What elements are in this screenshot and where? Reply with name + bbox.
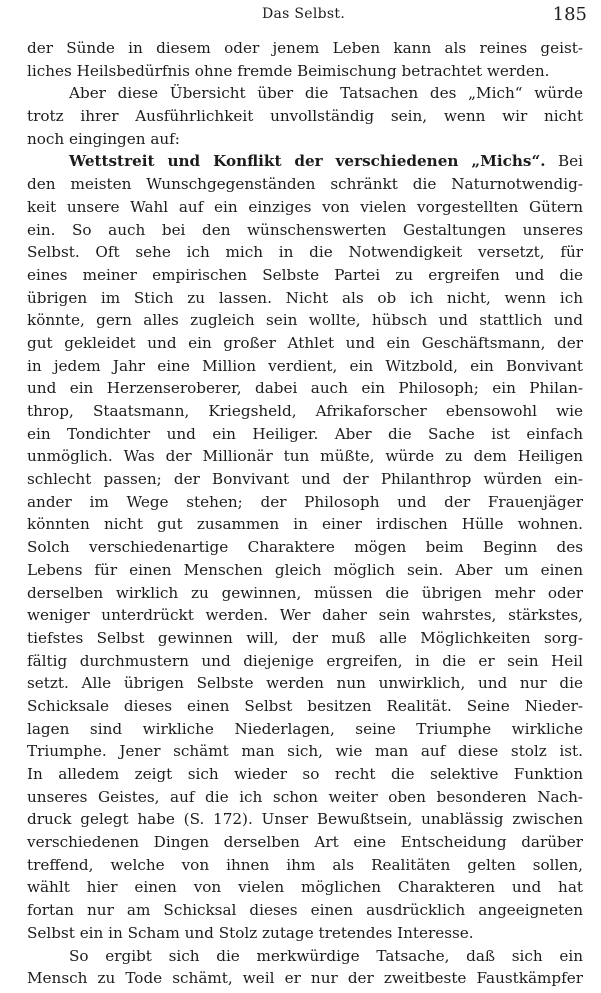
text-line	[27, 309, 583, 332]
text-line	[27, 400, 583, 423]
text-line	[27, 37, 583, 60]
running-title: Das Selbst.	[262, 6, 346, 22]
text-line	[27, 786, 583, 809]
line-text: ander im Wege stehen; der Philosoph und der Frauenjäger	[27, 492, 583, 511]
text-line	[27, 82, 583, 105]
text-line	[27, 513, 583, 536]
text-line	[27, 695, 583, 718]
line-text: der Sünde in diesem oder jenem Leben kann als reines geist-	[27, 39, 583, 57]
line-text: throp, Staatsmann, Kriegsheld, Afrikaforscher ebensowohl wie	[27, 402, 583, 420]
line-text: fältig durchmustern und diejenige ergreifen, in die er sein Heil	[27, 651, 583, 670]
text-line	[27, 264, 583, 287]
line-text: tiefstes Selbst gewinnen will, der muß alle Möglichkeiten sorg-	[27, 628, 583, 647]
text-line	[27, 60, 583, 83]
body-text	[27, 37, 583, 990]
line-text: noch eingingen auf:	[27, 129, 180, 148]
line-text: Lebens für einen Menschen gleich möglich sein. Aber um einen	[27, 560, 583, 579]
text-line	[27, 241, 583, 264]
line-text: den meisten Wunschgegenständen schränkt die Naturnotwendig-	[27, 175, 583, 194]
line-text: schlecht passen; der Bonvivant und der Philanthrop würden ein-	[27, 470, 583, 489]
line-text: weniger unterdrückt werden. Wer daher sein wahrstes, stärkstes,	[27, 606, 583, 625]
text-line	[27, 559, 583, 582]
text-line	[27, 650, 583, 673]
line-text: druck gelegt habe (S. 172). Unser Bewußtsein, unablässig zwischen	[27, 810, 583, 829]
text-line	[27, 468, 583, 491]
line-text: So ergibt sich die merkwürdige Tatsache, daß sich ein	[69, 946, 583, 965]
text-line	[27, 355, 583, 378]
line-text: In alledem zeigt sich wieder so recht die selektive Funktion	[27, 765, 583, 783]
text-line	[27, 445, 583, 468]
text-line	[27, 922, 583, 945]
text-line	[27, 604, 583, 627]
text-line	[27, 150, 583, 173]
line-text: fortan nur am Schicksal dieses einen ausdrücklich angeeigneten	[27, 901, 583, 920]
section-heading: Wettstreit und Konflikt der verschiedenen „Michs“.	[69, 152, 546, 171]
text-line	[27, 582, 583, 605]
line-text: Mensch zu Tode schämt, weil er nur der zweitbeste Faustkämpfer	[27, 969, 583, 988]
text-line	[27, 128, 583, 151]
line-text: Selbst ein in Scham und Stolz zutage tretendes Interesse.	[27, 923, 474, 942]
line-text: gut gekleidet und ein großer Athlet und ein Geschäftsmann, der	[27, 333, 583, 352]
text-line	[27, 219, 583, 242]
running-head	[0, 6, 601, 28]
line-text: Selbst. Oft sehe ich mich in die Notwendigkeit versetzt, für	[27, 243, 583, 262]
line-text: könnte, gern alles zugleich sein wollte, hübsch und stattlich und	[27, 311, 583, 330]
line-text: Aber diese Übersicht über die Tatsachen des „Mich“ würde	[69, 84, 583, 103]
text-line	[27, 854, 583, 877]
page-number: 185	[552, 4, 587, 25]
line-text: Schicksale dieses einen Selbst besitzen Realität. Seine Nieder-	[27, 696, 583, 715]
text-line	[27, 763, 583, 786]
text-line	[27, 876, 583, 899]
text-line	[27, 967, 583, 990]
text-line	[27, 831, 583, 854]
text-line	[27, 627, 583, 650]
text-line	[27, 718, 583, 741]
text-line	[27, 536, 583, 559]
line-text: setzt. Alle übrigen Selbste werden nun unwirklich, und nur die	[27, 674, 583, 693]
text-line	[27, 808, 583, 831]
text-line	[27, 899, 583, 922]
line-text: lagen sind wirkliche Niederlagen, seine Triumphe wirkliche	[27, 719, 583, 738]
line-text: verschiedenen Dingen derselben Art eine Entscheidung darüber	[27, 833, 583, 852]
line-text: eines meiner empirischen Selbste Partei zu ergreifen und die	[27, 265, 583, 284]
line-text: Solch verschiedenartige Charaktere mögen beim Beginn des	[27, 538, 583, 557]
line-text: könnten nicht gut zusammen in einer irdischen Hülle wohnen.	[27, 515, 583, 534]
text-line	[27, 377, 583, 400]
line-text: trotz ihrer Ausführlichkeit unvollständig sein, wenn wir nicht	[27, 107, 583, 126]
text-line	[27, 423, 583, 446]
line-text: und ein Herzenseroberer, dabei auch ein Philosoph; ein Philan-	[27, 379, 583, 398]
text-line	[27, 332, 583, 355]
text-line	[27, 196, 583, 219]
line-text: derselben wirklich zu gewinnen, müssen die übrigen mehr oder	[27, 583, 583, 602]
line-text: wählt hier einen von vielen möglichen Charakteren und hat	[27, 878, 583, 897]
line-text: keit unsere Wahl auf ein einziges von vielen vorgestellten Gütern	[27, 197, 583, 216]
text-line	[27, 173, 583, 196]
text-line	[27, 105, 583, 128]
line-text: Triumphe. Jener schämt man sich, wie man auf diese stolz ist.	[27, 742, 583, 761]
line-text: ein Tondichter und ein Heiliger. Aber die Sache ist einfach	[27, 424, 583, 443]
line-text: in jedem Jahr eine Million verdient, ein Witzbold, ein Bonvivant	[27, 356, 583, 375]
text-line	[27, 945, 583, 968]
line-text: unmöglich. Was der Millionär tun müßte, würde zu dem Heiligen	[27, 447, 583, 466]
line-text: ein. So auch bei den wünschenswerten Gestaltungen unseres	[27, 220, 583, 239]
line-text: übrigen im Stich zu lassen. Nicht als ob ich nicht, wenn ich	[27, 288, 583, 307]
line-text: Bei	[545, 152, 583, 171]
line-text: unseres Geistes, auf die ich schon weiter oben besonderen Nach-	[27, 787, 583, 806]
line-text: liches Heilsbedürfnis ohne fremde Beimischung betrachtet werden.	[27, 61, 550, 80]
text-line	[27, 287, 583, 310]
line-text: treffend, welche von ihnen ihm als Realitäten gelten sollen,	[27, 855, 583, 874]
text-line	[27, 672, 583, 695]
text-line	[27, 740, 583, 763]
text-line	[27, 491, 583, 514]
